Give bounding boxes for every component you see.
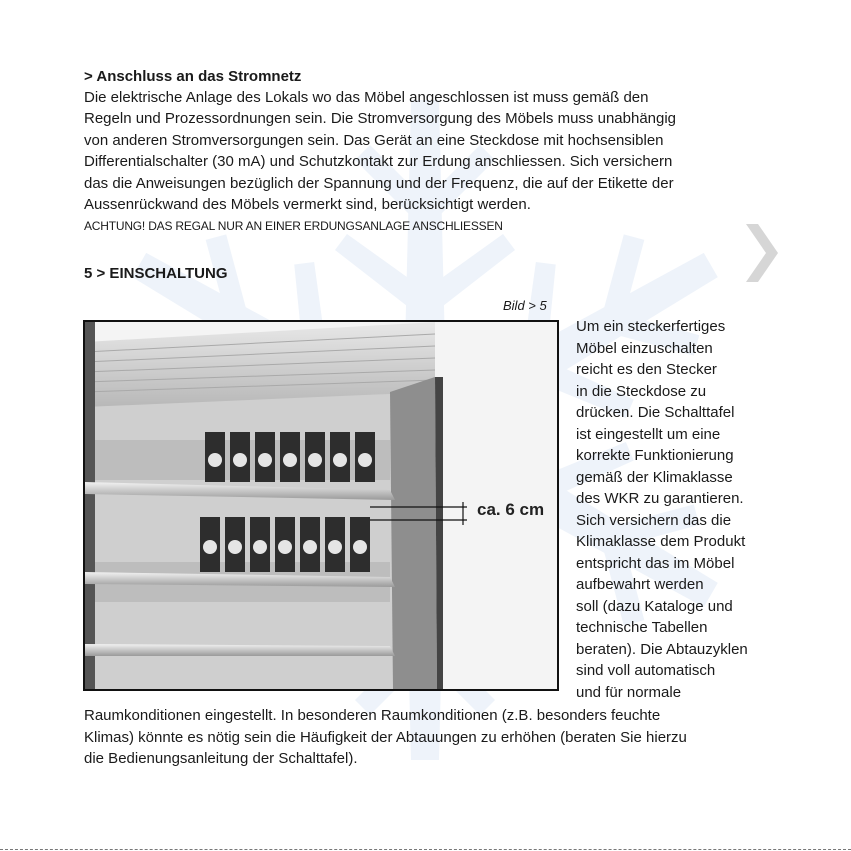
paragraph-line: das die Anweisungen bezüglich der Spannung und der Frequenz, die auf der Etikette der	[84, 174, 674, 192]
paragraph-line: Regeln und Prozessordnungen sein. Die Stromversorgung des Möbels muss unabhängig	[84, 110, 677, 128]
continuation-text	[84, 705, 784, 770]
paragraph-line: von anderen Stromversorgungen sein. Das Gerät an eine Steckdose mit hochsensiblen	[84, 131, 664, 149]
side-line: drücken. Die Schalttafel	[576, 404, 735, 421]
side-line: reicht es den Stecker	[576, 361, 717, 378]
side-line: gemäß der Klimaklasse	[576, 468, 733, 486]
measurement-label: ca. 6 cm	[477, 500, 545, 519]
side-line: entspricht das im Möbel	[576, 554, 735, 572]
side-line: sind voll automatisch	[576, 662, 716, 679]
side-line: technische Tabellen	[576, 619, 708, 636]
side-line: Möbel einzuschalten	[576, 339, 713, 357]
tail-line: die Bedienungsanleitung der Schalttafel).	[84, 750, 358, 767]
warning-text: ACHTUNG! DAS REGAL NUR AN EINER ERDUNGSANLAGE ANSCHLIESSEN	[84, 219, 503, 233]
side-line: Um ein steckerfertiges	[576, 318, 726, 335]
side-line: des WKR zu garantieren.	[576, 490, 744, 507]
side-line: soll (dazu Kataloge und	[576, 597, 733, 615]
paragraph-line: Differentialschalter (30 mA) und Schutzkontakt zur Erdung anschliessen. Sich versichern	[84, 153, 673, 171]
side-column-text	[576, 316, 776, 703]
side-line: und für normale	[576, 683, 682, 701]
side-line: Sich versichern das die	[576, 511, 732, 529]
side-line: aufbewahrt werden	[576, 576, 704, 593]
paragraph-line: Aussenrückwand des Möbels vermerkt sind, berücksichtigt werden.	[84, 196, 531, 214]
side-line: ist eingestellt um eine	[576, 425, 721, 443]
tail-line: Klimas) könnte es nötig sein die Häufigkeit der Abtauungen zu erhöhen (beraten Sie hierzu	[84, 728, 687, 746]
figure-refrigerated-shelf	[83, 320, 559, 691]
tail-line: Raumkonditionen eingestellt. In besonderen Raumkonditionen (z.B. besonders feuchte	[84, 707, 661, 724]
section-power-connection	[84, 66, 784, 215]
figure-caption: Bild > 5	[503, 298, 547, 313]
page-cut-line	[0, 849, 851, 850]
paragraph-line: Die elektrische Anlage des Lokals wo das Möbel angeschlossen ist muss gemäß den	[84, 89, 649, 106]
side-line: beraten). Die Abtauzyklen	[576, 640, 748, 658]
section-heading: 5 > EINSCHALTUNG	[84, 265, 228, 282]
side-line: Klimaklasse dem Produkt	[576, 533, 746, 550]
section-heading: > Anschluss an das Stromnetz	[84, 68, 302, 85]
side-line: in die Steckdose zu	[576, 382, 707, 400]
chevron-right-icon[interactable]	[744, 222, 780, 289]
side-line: korrekte Funktionierung	[576, 447, 734, 464]
